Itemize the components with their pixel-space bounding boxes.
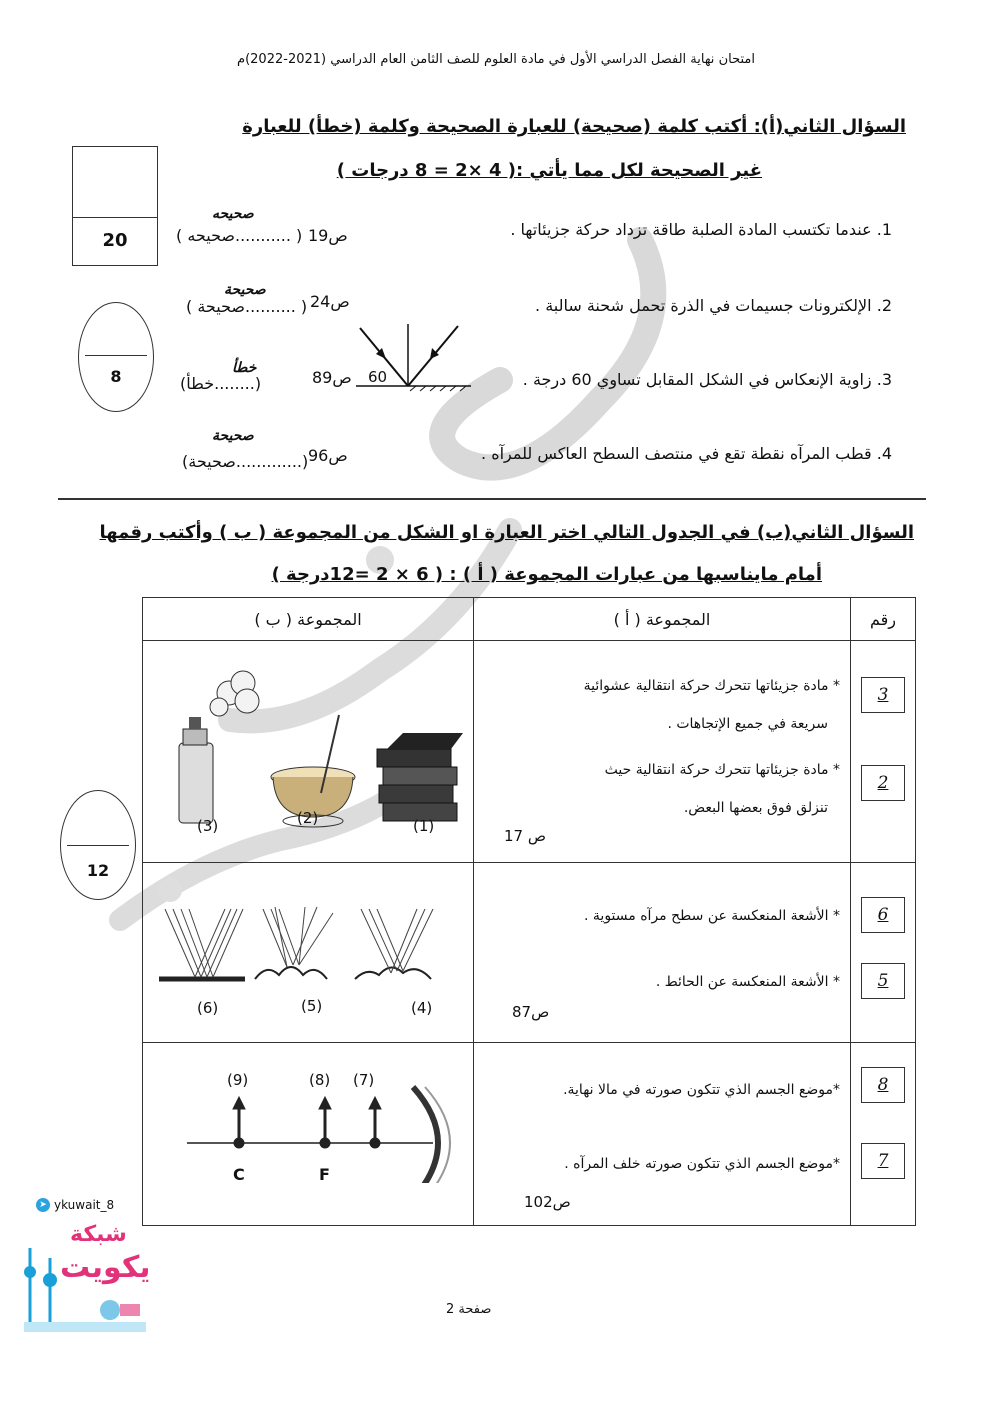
statement: تنزلق فوق بعضها البعض. (683, 800, 828, 816)
figure-label: (8) (309, 1071, 331, 1089)
answer-field[interactable]: ( ..........صحيحة ) (186, 297, 308, 316)
telegram-handle-text: ykuwait_8 (54, 1198, 115, 1212)
page-ref: ص87 (512, 1003, 550, 1021)
col-header-a: المجموعة ( أ ) (474, 598, 851, 641)
answer-box[interactable]: 8 (861, 1067, 905, 1103)
col-header-num: رقم (851, 598, 916, 641)
item-text: قطب المرآه نقطة تقع في منتصف السطح العاكس للمرآه . (481, 444, 872, 463)
table-row (143, 863, 916, 1043)
answer-box[interactable]: 7 (861, 1143, 905, 1179)
telegram-icon: ➤ (36, 1198, 50, 1212)
section-divider (58, 498, 926, 500)
concave-mirror-figure (163, 1083, 463, 1183)
statement: *موضع الجسم الذي تتكون صورته خلف المرآه . (564, 1156, 840, 1172)
item-text: زاوية الإنعكاس في الشكل المقابل تساوي 60 درجة . (522, 370, 872, 389)
figure-label: (6) (197, 999, 219, 1017)
statement: سريعة في جميع الإتجاهات . (667, 716, 828, 732)
total-score-box (72, 146, 158, 266)
item-page: ص96 (308, 446, 348, 465)
answer-box[interactable]: 6 (861, 897, 905, 933)
part-b-title-line1: السؤال الثاني(ب) في الجدول التالي اختر العبارة او الشكل من المجموعة ( ب ) وأكتب رقمها (99, 522, 914, 543)
answer-box[interactable]: 3 (861, 677, 905, 713)
figure-label: (4) (411, 999, 433, 1017)
reflection-surfaces-figure (155, 903, 465, 993)
statement: * مادة جزيئاتها تتحرك حركة انتقالية عشوائية (583, 678, 840, 694)
table-row (143, 641, 916, 863)
site-logo (20, 1218, 150, 1338)
part-a-score: 8 (110, 367, 122, 386)
exam-header: امتحان نهاية الفصل الدراسي الأول في مادة العلوم للصف الثامن العام الدراسي (2021-2022)م (237, 52, 755, 67)
item-text: عندما تكتسب المادة الصلبة طاقة تزداد حركة جزيئاتها . (510, 220, 872, 239)
handwritten-answer: صحيحة (212, 428, 254, 444)
part-a-score-oval (78, 302, 154, 412)
answer-field[interactable]: (.............صحيحة) (182, 452, 309, 471)
item-3 (523, 370, 892, 389)
item-1 (510, 220, 892, 239)
figure-label: (7) (353, 1071, 375, 1089)
figure-label: (2) (297, 809, 319, 827)
handwritten-answer: صحيحه (212, 206, 254, 222)
statement: * مادة جزيئاتها تتحرك حركة انتقالية حيث (604, 762, 840, 778)
telegram-handle (36, 1198, 114, 1212)
item-page: ص19 (308, 226, 348, 245)
item-number: 4. (876, 444, 892, 463)
part-a-title-line2: غير الصحيحة لكل مما يأتي :( 4 ×2 = 8 درجات ) (336, 160, 762, 181)
part-b-score: 12 (86, 861, 110, 880)
item-number: 1. (876, 220, 892, 239)
item-page: ص24 (310, 292, 350, 311)
figure-label: (1) (413, 817, 435, 835)
logo-bottom-text: يكويت (60, 1250, 151, 1285)
page-ref: ص102 (524, 1193, 571, 1211)
item-number: 2. (876, 296, 892, 315)
matching-table (142, 597, 916, 1226)
reflection-diagram (346, 320, 476, 392)
answer-box[interactable]: 2 (861, 765, 905, 801)
axis-label-f: F (319, 1165, 330, 1184)
figure-label: (5) (301, 997, 323, 1015)
item-text: الإلكترونات جسيمات في الذرة تحمل شحنة سالبة . (535, 296, 872, 315)
statement: *موضع الجسم الذي تتكون صورته في مالا نهاية. (563, 1082, 840, 1098)
figure-label: (3) (197, 817, 219, 835)
item-2 (535, 296, 892, 315)
statement: * الأشعة المنعكسة عن الحائط . (655, 974, 840, 990)
handwritten-answer: خطأ (232, 360, 257, 376)
statement: * الأشعة المنعكسة عن سطح مرآه مستوية . (584, 908, 840, 924)
angle-label: 60 (368, 368, 388, 386)
axis-label-c: C (233, 1165, 245, 1184)
item-4 (481, 444, 892, 463)
item-number: 3. (876, 370, 892, 389)
answer-field[interactable]: (........خطأ) (180, 374, 262, 393)
part-a-title-line1: السؤال الثاني(أ): أكتب كلمة (صحيحة) للعبارة الصحيحة وكلمة (خطأ) للعبارة (242, 116, 906, 137)
logo-top-text: شبكة (70, 1222, 127, 1247)
col-header-b: المجموعة ( ب ) (143, 598, 474, 641)
table-row (143, 1043, 916, 1226)
total-score: 20 (102, 230, 128, 251)
answer-box[interactable]: 5 (861, 963, 905, 999)
page-number: صفحة 2 (446, 1302, 492, 1317)
answer-field[interactable]: ( ...........صحيحه ) (176, 226, 303, 245)
figure-label: (9) (227, 1071, 249, 1089)
item-page: ص89 (312, 368, 352, 387)
page-ref: ص 17 (504, 827, 546, 845)
part-b-score-oval (60, 790, 136, 900)
handwritten-answer: صحيحة (224, 282, 266, 298)
part-b-title-line2: أمام مايناسبها من عبارات المجموعة ( أ ) : ( 6 × 2 =12درجة ) (271, 564, 822, 585)
